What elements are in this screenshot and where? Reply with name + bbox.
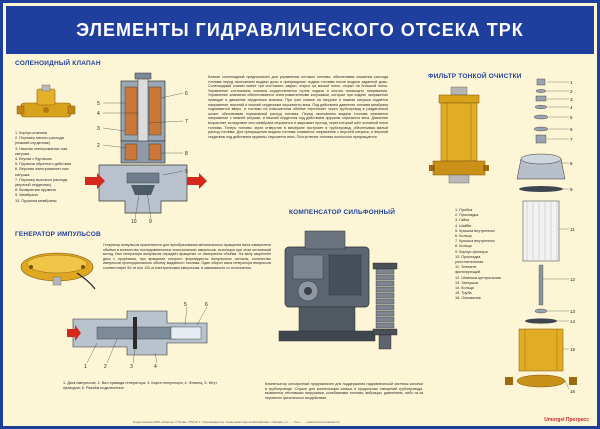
svg-text:5: 5 [184, 302, 187, 308]
svg-text:15: 15 [570, 347, 576, 352]
svg-text:10: 10 [131, 219, 137, 225]
legend-item: 16. Основание [455, 296, 481, 301]
bellows-photo [367, 263, 403, 353]
svg-text:11: 11 [570, 227, 575, 232]
svg-text:2: 2 [570, 89, 573, 94]
svg-text:5: 5 [97, 101, 100, 107]
section-title-solenoid: СОЛЕНОИДНЫЙ КЛАПАН [15, 60, 101, 67]
legend-item: 5. Пружина обратного действия [15, 162, 72, 167]
legend-item: 14. Кольцо [455, 286, 475, 291]
legend-item: 10. Прокладка уплотнительная [455, 254, 484, 265]
svg-text:2: 2 [97, 143, 100, 149]
legend-item: 2. Плунжер малого расхода (нижний сердечник) [15, 136, 64, 146]
svg-text:12: 12 [570, 277, 576, 282]
svg-text:6: 6 [570, 127, 573, 132]
legend-item: 3. Гайка [455, 218, 470, 223]
svg-text:9: 9 [570, 187, 573, 192]
legend-item: 8. Кольцо [455, 244, 472, 249]
generator-photo [17, 247, 97, 291]
filter-legend [455, 208, 501, 302]
svg-text:8: 8 [185, 151, 188, 157]
legend-item: 15. Труба [455, 291, 472, 296]
title-bar [6, 6, 594, 54]
svg-text:3: 3 [570, 97, 573, 102]
svg-text:6: 6 [205, 302, 208, 308]
svg-text:7: 7 [570, 137, 573, 142]
compensator-description: Компенсатор сильфонный предназначен для поддержания гидравлической системы колонки в трубопроводе. Служит для компенсации осевых и продольных смещений трубопровода, вызванных тепловыми нагрузками, колебаниями топлива, вибрации, давлением, либо из-за неровного физического воздействия. [265, 382, 423, 400]
solenoid-legend [15, 131, 77, 204]
legend-item: 12. Шпилька центральная [455, 275, 501, 280]
svg-text:8: 8 [570, 161, 573, 166]
svg-text:4: 4 [154, 364, 157, 370]
svg-text:7: 7 [185, 119, 188, 125]
legend-item: 9. Корпус фильтра [455, 249, 488, 254]
generator-legend: 1. Диск импульсов; 2. Вал привода генератора; 3. Карта генератора; 4. Фланец; 5. Жгут проводов; 6. Разъём подключения [63, 381, 218, 391]
svg-text:1: 1 [84, 364, 87, 370]
svg-text:16: 16 [570, 389, 576, 394]
svg-text:3: 3 [130, 364, 133, 370]
section-title-generator: ГЕНЕРАТОР ИМПУЛЬСОВ [15, 231, 101, 238]
legend-item: 4. Втулка с буртиком [15, 157, 52, 162]
svg-text:6: 6 [185, 91, 188, 97]
legend-item: 11. Элемент фильтрующий [455, 265, 481, 275]
section-title-compensator: КОМПЕНСАТОР СИЛЬФОННЫЙ [289, 209, 396, 216]
filter-exploded-diagram [503, 79, 579, 397]
legend-item: 9. Мембрана [15, 193, 38, 198]
legend-item: 7. Крышка внутренняя [455, 239, 495, 244]
legend-item: 2. Прокладка [455, 213, 479, 218]
solenoid-cutaway-diagram [91, 73, 201, 223]
legend-item: 7. Плунжер высокого расхода (верхний сердечник) [15, 177, 68, 188]
generator-section-diagram [67, 303, 217, 368]
legend-item: 3. Нижняя электромагнит-ная катушка [15, 146, 68, 156]
legend-item: 5. Крышка внутренняя [455, 228, 495, 233]
legend-item: 6. Верхняя электромагнит-ная катушка [15, 167, 69, 177]
legend-item: 8. Возвратная пружина [15, 188, 56, 193]
svg-text:5: 5 [570, 115, 573, 120]
legend-item: 1. Корпус клапана [15, 131, 47, 135]
legend-item: 1. Пробка [455, 208, 473, 212]
solenoid-description: Клапан соленоидный предназначен для управления потоком топлива, обеспечивая снижение расхода топлива перед окончанием выдачи дозы и прекращение подачи топлива после выдачи заданной дозы. Соленоидный клапан имеет три состояния: закрыт, открыт на малый поток, открыт на большой поток. Управление состоянием клапана осуществляется путем подачи и снятия питающего напряжения. Управление клапаном обеспечивается электромагнитными катушками, которые при подаче напряжения приводят в движение сердечники клапана. При трех клапан на нагрузке и нижняя катушка подаётся напряжение, верхний и нижний сердечники опускаются вниз. Под действием давления топлива мембрана поднимается вверх, и топливо на повышенном объёме перетекает через трубопровод в раздаточный шланг, обеспечивая нормальный расход топлива. Перед окончанием выдачи топлива снимается напряжение с нижней катушки, и нижний сердечник под действием пружины опускается вниз. Давление возрастает, вследствие чего мембрана опускается и закрывает проход, через который шёл основной поток топлива. Теперь топливо через отверстие в мембране поступает в трубопровод, обеспечивая малый расход топлива. Для прекращения выдачи топлива снимается напряжение с верхней катушки, и верхний сердечник под действием пружины опускается вниз. Поступление топлива полностью прекращается. [208, 75, 388, 139]
publisher-brand: Umorgel Прогресс [544, 417, 589, 423]
svg-text:14: 14 [570, 319, 576, 324]
svg-text:9: 9 [149, 219, 152, 225]
generator-description: Генератор импульсов применяется для преобразования механического вращения вала измерителя объёма в количество последовательных электрических импульсов, используя при этом оптический метод. Вал генератора импульсов передаёт вращение от измерителя объёма. На валу закреплён диск с прорезями, при вращении которого формируются импульсные сигналы, количество импульсов пропорционально объёму выданного топлива. Один оборот вала генератора импульсов соответствует 50-ти или 100-м электрическим импульсам, в зависимости от исполнения. [103, 243, 271, 270]
legend-item: 4. Шайба [455, 223, 472, 228]
svg-text:4: 4 [570, 105, 573, 110]
svg-text:1: 1 [570, 80, 573, 85]
solenoid-photo [17, 85, 77, 127]
svg-text:13: 13 [570, 309, 576, 314]
svg-text:4: 4 [97, 111, 100, 117]
svg-text:3: 3 [97, 126, 100, 132]
svg-text:2: 2 [104, 364, 107, 370]
filter-assembled-photo [429, 87, 489, 187]
legend-item: 13. Заглушка [455, 280, 479, 285]
legend-item: 6. Кольцо [455, 234, 472, 239]
legend-item: 10. Пружина мембраны [15, 198, 57, 203]
footer-credits: Подготовлено НИИ «Эталон» © Пупки. ТРК № 1 • Производитель: Сальников Сергей Михайлович • Москва, ул. ... • Тел.: ... • www.fire-bezopasnost.ru [133, 420, 341, 424]
page-title: ЭЛЕМЕНТЫ ГИДРАВЛИЧЕСКОГО ОТСЕКА ТРК [76, 19, 524, 40]
svg-text:9: 9 [185, 169, 188, 175]
section-title-filter: ФИЛЬТР ТОНКОЙ ОЧИСТКИ [428, 73, 522, 80]
